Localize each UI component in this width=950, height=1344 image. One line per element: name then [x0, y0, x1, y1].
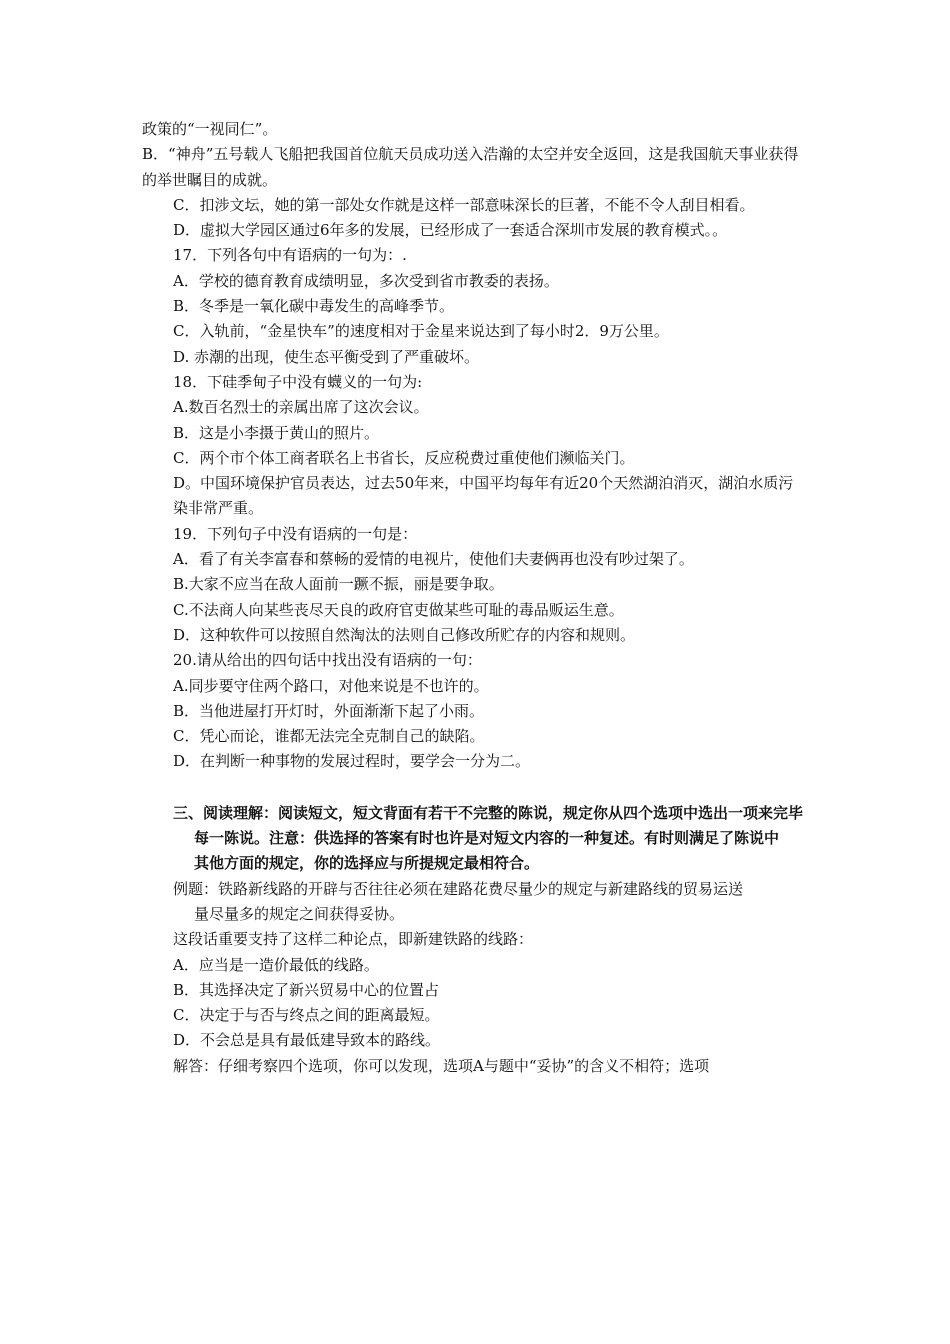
question-18: 18．下硅季甸子中没有蠛义的一句为: — [173, 372, 423, 391]
option-b-18: B．这是小李摄于黄山的照片。 — [173, 423, 380, 442]
option-b-20: B．当他进屋打开灯时，外面渐渐下起了小雨。 — [173, 701, 485, 720]
option-d-17: D. 赤潮的出现，使生态平衡受到了严重破坏。 — [173, 347, 480, 366]
question-20: 20.请从给出的四句话中找出没有语病的一句： — [173, 651, 482, 670]
option-b-19: B.大家不应当在敌人面前一蹶不振，丽是要争取。 — [173, 575, 504, 594]
option-b-17: B．冬季是一氧化碳中毒发生的高峰季节。 — [173, 297, 455, 316]
question-19: 19．下列句子中没有语病的一句是： — [173, 524, 418, 543]
option-d-20: D．在判断一种事物的发展过程时，要学会一分为二。 — [173, 752, 531, 771]
section-heading: 三、阅读理解：阅读短文，短文背面有若干不完整的陈说，规定你从四个选项中选出一项来完毕 — [173, 803, 804, 822]
option-a-18: A.数百名烈士的亲属出席了这次会议。 — [173, 398, 429, 417]
option-d-18: D。中国环境保护官员表达，过去50年来，中国平均每年有近20个天然湖泊消灭，湖泊水质污 — [173, 474, 794, 493]
option-d-16: D．虚拟大学园区通过6年多的发展，已经形成了一套适合深圳市发展的教育模式。。 — [173, 221, 728, 240]
text-line: 政策的“一视同仁”。 — [142, 120, 278, 138]
example-paragraph-cont: 量尽量多的规定之间获得妥协。 — [194, 904, 405, 923]
instruction-line: 其他方面的规定，你的选择应与所提规定最相符合。 — [194, 854, 540, 873]
instruction-line: 每一陈说。注意：供选择的答案有时也许是对短文内容的一种复述。有时则满足了陈说中 — [194, 829, 780, 848]
option-a-20: A.同步要守住两个路口，对他来说是不也许的。 — [173, 676, 489, 695]
example-option-a: A．应当是一造价最低的线路。 — [173, 955, 379, 974]
option-c-19: C.不法商人向某些丧尽天良的政府官吏做某些可耻的毒品贩运生意。 — [173, 600, 624, 619]
section-gap — [142, 775, 812, 801]
question-17: 17．下列各句中有语病的一句为：. — [173, 246, 407, 265]
example-question: 这段话重要支持了这样二种论点，即新建铁路的线路： — [173, 930, 534, 949]
option-c-16: C．扣涉文坛，她的第一部处女作就是这样一部意味深长的巨著，不能不令人刮目相看。 — [173, 195, 755, 214]
example-option-c: C．决定于与否与终点之间的距离最短。 — [173, 1006, 440, 1025]
document-page — [142, 117, 812, 1079]
option-c-18: C．两个市个体工商者联名上书省长，反应税费过重使他们濒临关门。 — [173, 448, 635, 467]
example-option-b: B．其选择决定了新兴贸易中心的位置占 — [173, 980, 440, 999]
example-option-d: D．不会总是具有最低建导致本的路线。 — [173, 1031, 441, 1050]
option-a-17: A．学校的德育教育成绩明显，多次受到省市教委的表扬。 — [173, 271, 559, 290]
option-d-19: D．这种软件可以按照自然淘汰的法则自己修改所贮存的内容和规则。 — [173, 625, 636, 644]
option-c-20: C．凭心而论，谁都无法完全克制自己的缺陷。 — [173, 727, 485, 746]
example-paragraph: 例题：铁路新线路的开辟与否往往必须在建路花费尽量少的规定与新建路线的贸易运送 — [173, 879, 744, 898]
option-d-18-cont: 染非常严重。 — [173, 499, 264, 518]
option-a-19: A．看了有关李富春和蔡畅的爱情的电视片，使他们夫妻俩再也没有吵过架了。 — [173, 550, 694, 569]
option-b-16: B．“神舟”五号载人飞船把我国首位航天员成功送入浩瀚的太空并安全返回，这是我国航天事业获得的举世瞩目的成就。 — [142, 145, 799, 189]
option-c-17: C．入轨前，“金星快车”的速度相对于金星来说达到了每小时2．9万公里。 — [173, 322, 669, 341]
answer-line: 解答：仔细考察四个选项，你可以发现，选项A与题中“妥协”的含义不相符；选项 — [173, 1056, 710, 1075]
